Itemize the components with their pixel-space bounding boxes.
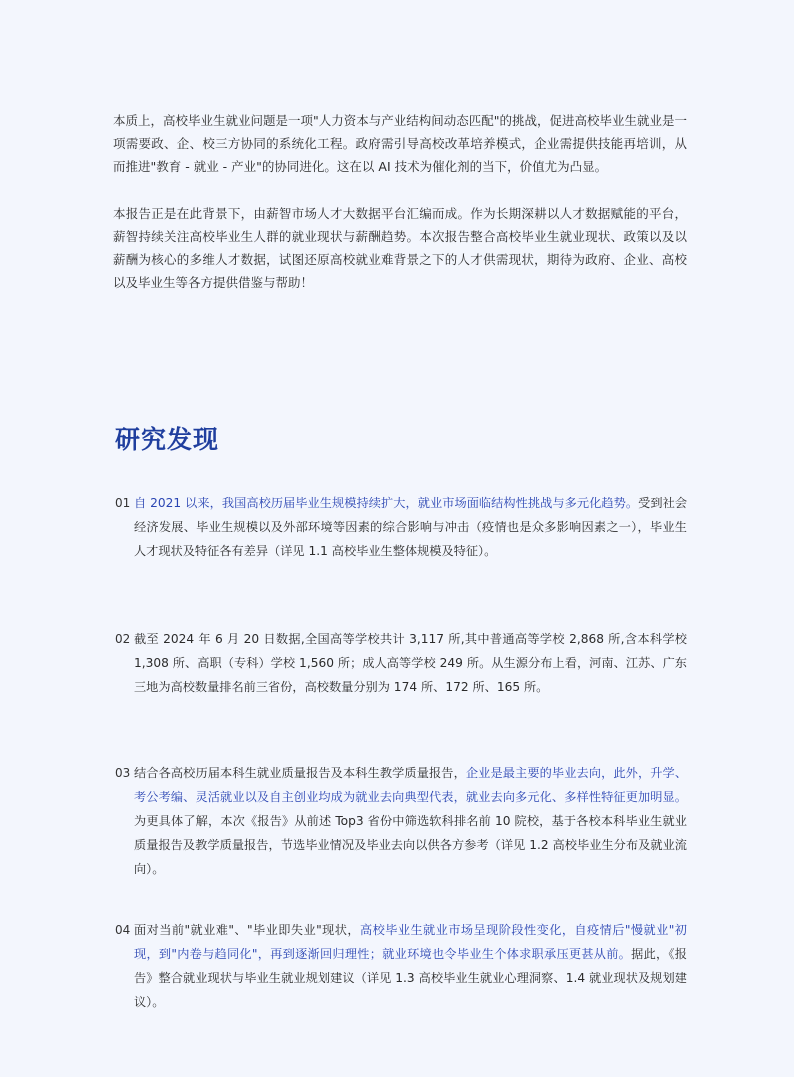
section-title: 研究发现 <box>115 425 220 454</box>
finding-number: 03 <box>115 766 131 780</box>
finding-text <box>134 627 687 699</box>
finding-number: 02 <box>115 632 131 646</box>
finding-plain: 截至 2024 年 6 月 20 日数据,全国高等学校共计 3,117 所,其中普通高等学校 2,868 所,含本科学校 1,308 所、高职（专科）学校 1,560 所；成人高等学校 249 所。从生源分布上看，河南、江苏、广东三地为高校数量排名前三省份，高校数量分别为 174 所、172 所、165 所。 <box>134 632 687 694</box>
finding-highlight: 高校毕业生就业市场呈现阶段性变化，自疫情后"慢就业"初现，到"内卷与趋同化"，再到逐渐回归理性；就业环境也令毕业生个体求职承压更甚从前。 <box>134 923 687 961</box>
finding-number: 04 <box>115 923 131 937</box>
finding-highlight: 自 2021 以来，我国高校历届毕业生规模持续扩大，就业市场面临结构性挑战与多元化趋势。 <box>134 496 639 510</box>
finding-02 <box>115 627 687 699</box>
finding-text <box>134 918 687 1014</box>
finding-text <box>134 491 687 563</box>
finding-01 <box>115 491 687 563</box>
finding-number: 01 <box>115 496 131 510</box>
finding-text <box>134 761 687 881</box>
finding-highlight: 企业是最主要的毕业去向，此外，升学、考公考编、灵活就业以及自主创业均成为就业去向典型代表，就业去向多元化、多样性特征更加明显。 <box>134 766 688 804</box>
finding-plain: 据此，《报告》整合就业现状与毕业生就业规划建议（详见 1.3 高校毕业生就业心理洞察、1.4 就业现状及规划建议）。 <box>134 947 687 1009</box>
intro-paragraph-1: 本质上，高校毕业生就业问题是一项"人力资本与产业结构间动态匹配"的挑战，促进高校毕业生就业是一项需要政、企、校三方协同的系统化工程。政府需引导高校改革培养模式，企业需提供技能再培训，从而推进"教育 - 就业 - 产业"的协同进化。这在以 AI 技术为催化剂的当下，价值尤为凸显。 <box>113 113 688 174</box>
finding-plain: 受到社会经济发展、毕业生规模以及外部环境等因素的综合影响与冲击（疫情也是众多影响因素之一），毕业生人才现状及特征各有差异（详见 1.1 高校毕业生整体规模及特征）。 <box>134 496 688 558</box>
finding-plain: 结合各高校历届本科生就业质量报告及本科生教学质量报告， <box>134 766 466 780</box>
finding-plain: 面对当前"就业难"、"毕业即失业"现状， <box>134 923 360 937</box>
finding-plain: 为更具体了解，本次《报告》从前述 Top3 省份中筛选软科排名前 10 院校，基于各校本科毕业生就业质量报告及教学质量报告，节选毕业情况及毕业去向以供各方参考（详见 1.2 高校毕业生分布及就业流向）。 <box>134 814 687 876</box>
finding-03 <box>115 761 687 881</box>
intro-paragraph-2: 本报告正是在此背景下，由薪智市场人才大数据平台汇编而成。作为长期深耕以人才数据赋能的平台，薪智持续关注高校毕业生人群的就业现状与薪酬趋势。本次报告整合高校毕业生就业现状、政策以及以薪酬为核心的多维人才数据，试图还原高校就业难背景之下的人才供需现状，期待为政府、企业、高校以及毕业生等各方提供借鉴与帮助！ <box>113 206 687 290</box>
finding-04 <box>115 918 687 1014</box>
